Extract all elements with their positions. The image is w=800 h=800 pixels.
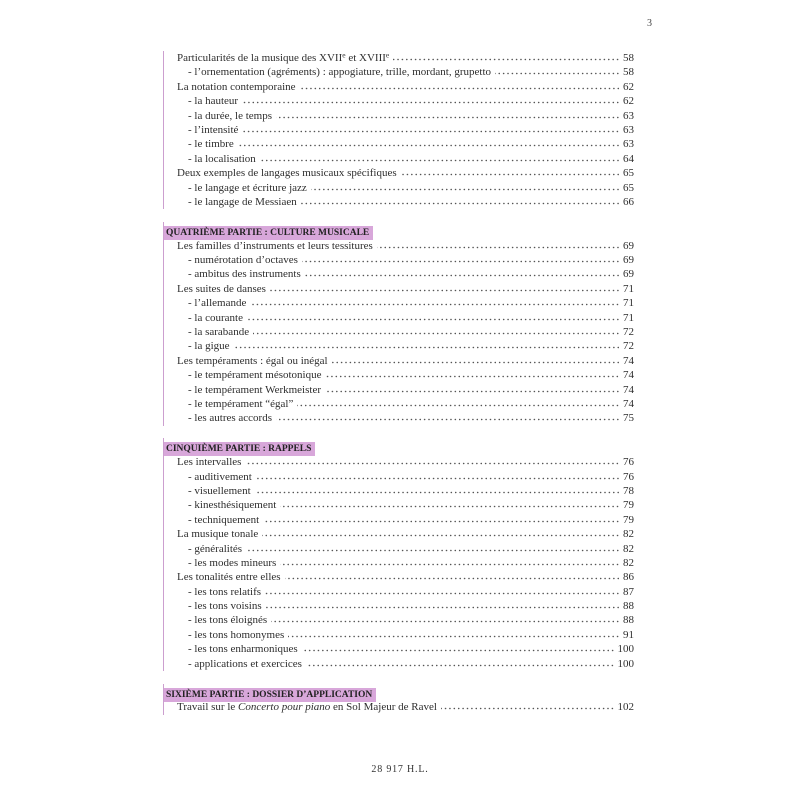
entry-label: - les modes mineurs — [188, 556, 277, 569]
dot-leader — [276, 418, 620, 421]
entry-label: Les suites de danses — [177, 282, 266, 295]
entry-label: Les tempéraments : égal ou inégal — [177, 354, 328, 367]
dot-leader — [271, 620, 620, 623]
entry-page-number: 58 — [623, 52, 634, 64]
entry-label: La musique tonale — [177, 528, 259, 541]
entry-page-number: 88 — [623, 600, 634, 613]
toc-section — [163, 51, 634, 209]
entry-label: - les tons enharmoniques — [188, 643, 298, 656]
part-header — [164, 684, 634, 698]
entry-page-number: 71 — [623, 297, 634, 310]
entry-page-number: 87 — [623, 585, 634, 598]
dot-leader — [234, 346, 620, 349]
toc-subentry — [164, 383, 634, 397]
label-text: Travail sur le — [177, 701, 239, 714]
entry-page-number: 63 — [623, 123, 634, 136]
entry-label: - la gigue — [188, 340, 230, 353]
toc-subentry — [164, 296, 634, 310]
toc-subentry — [164, 123, 634, 137]
entry-label: - ambitus des instruments — [188, 268, 301, 281]
label-text: et XVIII — [345, 52, 386, 64]
toc-subentry — [164, 542, 634, 556]
toc-entry — [164, 570, 634, 584]
entry-label — [177, 700, 437, 714]
entry-page-number: 74 — [623, 369, 634, 382]
dot-leader — [301, 202, 620, 205]
entry-label: - visuellement — [188, 484, 251, 497]
toc-entry — [164, 239, 634, 253]
entry-page-number: 71 — [623, 282, 634, 295]
part-header — [164, 438, 634, 455]
entry-label: - la courante — [188, 311, 243, 324]
superscript: e — [342, 50, 346, 60]
entry-label: - numérotation d’octaves — [188, 254, 298, 267]
toc-subentry — [164, 498, 634, 512]
entry-page-number: 75 — [623, 412, 634, 425]
toc-subentry — [164, 599, 634, 613]
entry-label: Les intervalles — [177, 456, 242, 469]
entry-label: - le langage et écriture jazz — [188, 181, 307, 194]
toc-subentry — [164, 470, 634, 484]
entry-label: - kinesthésiquement — [188, 499, 277, 512]
dot-leader — [247, 318, 620, 321]
dot-leader — [288, 635, 620, 638]
toc-subentry — [164, 181, 634, 195]
toc-entry — [164, 527, 634, 541]
toc-subentry — [164, 642, 634, 656]
entry-label — [177, 51, 389, 65]
entry-page-number: 78 — [623, 484, 634, 497]
toc-subentry — [164, 137, 634, 151]
entry-label: - auditivement — [188, 470, 252, 483]
dot-leader — [280, 563, 620, 566]
entry-page-number: 72 — [623, 340, 634, 353]
dot-leader — [325, 390, 620, 393]
entry-label: - les tons voisins — [188, 600, 262, 613]
toc-subentry — [164, 109, 634, 123]
dot-leader — [300, 87, 620, 90]
entry-page-number: 76 — [623, 456, 634, 469]
toc-section — [163, 222, 634, 426]
toc-subentry — [164, 513, 634, 527]
entry-label: - la hauteur — [188, 95, 239, 108]
toc-subentry — [164, 195, 634, 209]
entry-label: - l’ornementation (agréments) : appogiature, trille, mordant, grupetto — [188, 66, 492, 79]
entry-label: - le tempérament mésotonique — [188, 369, 322, 382]
dot-leader — [285, 577, 620, 580]
entry-label: - les tons homonymes — [188, 628, 285, 641]
entry-page-number: 91 — [623, 628, 634, 641]
dot-leader — [270, 289, 620, 292]
dot-leader — [305, 274, 620, 277]
dot-leader — [393, 58, 620, 61]
entry-page-number: 86 — [623, 571, 634, 584]
part-title: CINQUIÈME PARTIE : RAPPELS — [164, 442, 315, 456]
toc-subentry — [164, 253, 634, 267]
dot-leader — [238, 144, 620, 147]
entry-label: - applications et exercices — [188, 657, 302, 670]
italic-title: Concerto pour piano — [238, 701, 331, 714]
dot-leader — [265, 592, 620, 595]
entry-page-number: 71 — [623, 311, 634, 324]
toc-entry — [164, 282, 634, 296]
toc-subentry — [164, 267, 634, 281]
toc-entry — [164, 166, 634, 180]
entry-label: - les autres accords — [188, 412, 272, 425]
entry-page-number: 74 — [623, 354, 634, 367]
dot-leader — [495, 72, 620, 75]
toc-subentry — [164, 657, 634, 671]
entry-page-number: 69 — [623, 239, 634, 252]
part-header — [164, 222, 634, 236]
dot-leader — [377, 246, 620, 249]
toc-subentry — [164, 339, 634, 353]
entry-label: - la sarabande — [188, 326, 250, 339]
entry-label: - le tempérament Werkmeister — [188, 383, 321, 396]
entry-page-number: 69 — [623, 268, 634, 281]
toc-section — [163, 438, 634, 671]
dot-leader — [441, 707, 615, 710]
toc-subentry — [164, 65, 634, 79]
dot-leader — [302, 649, 615, 652]
toc-subentry — [164, 94, 634, 108]
label-text: en Sol Majeur de Ravel — [330, 701, 437, 714]
entry-page-number: 79 — [623, 499, 634, 512]
toc-subentry — [164, 628, 634, 642]
dot-leader — [306, 664, 615, 667]
entry-page-number: 88 — [623, 614, 634, 627]
dot-leader — [242, 101, 620, 104]
entry-label: - l’intensité — [188, 123, 239, 136]
entry-page-number: 102 — [617, 701, 634, 714]
toc-subentry — [164, 397, 634, 411]
toc-subentry — [164, 556, 634, 570]
dot-leader — [325, 375, 620, 378]
entry-page-number: 66 — [623, 195, 634, 208]
entry-label: - le langage de Messiaen — [188, 195, 297, 208]
dot-leader — [401, 173, 620, 176]
toc-section — [163, 684, 634, 715]
toc-entry — [164, 455, 634, 469]
toc-subentry — [164, 152, 634, 166]
toc-entry — [164, 354, 634, 368]
entry-page-number: 62 — [623, 80, 634, 93]
toc-subentry — [164, 325, 634, 339]
dot-leader — [246, 549, 620, 552]
entry-page-number: 100 — [617, 657, 634, 670]
entry-label: - la localisation — [188, 152, 256, 165]
entry-page-number: 76 — [623, 470, 634, 483]
dot-leader — [255, 491, 620, 494]
entry-page-number: 82 — [623, 542, 634, 555]
toc-entry — [164, 700, 634, 714]
entry-label: La notation contemporaine — [177, 80, 296, 93]
dot-leader — [280, 505, 620, 508]
dot-leader — [260, 159, 620, 162]
part-title: SIXIÈME PARTIE : DOSSIER D’APPLICATION — [164, 688, 376, 702]
page-footer-reference: 28 917 H.L. — [371, 764, 429, 775]
entry-page-number: 65 — [623, 181, 634, 194]
toc-subentry — [164, 585, 634, 599]
dot-leader — [263, 520, 620, 523]
table-of-contents — [163, 51, 634, 715]
label-text: Particularités de la musique des XVII — [177, 52, 343, 64]
entry-label: - généralités — [188, 542, 243, 555]
entry-page-number: 100 — [617, 643, 634, 656]
entry-page-number: 64 — [623, 152, 634, 165]
entry-page-number: 82 — [623, 528, 634, 541]
toc-entry — [164, 80, 634, 94]
entry-label: - les tons éloignés — [188, 614, 268, 627]
entry-page-number: 82 — [623, 556, 634, 569]
entry-page-number: 69 — [623, 254, 634, 267]
dot-leader — [262, 534, 620, 537]
entry-label: - le timbre — [188, 138, 234, 151]
dot-leader — [256, 477, 620, 480]
toc-subentry — [164, 484, 634, 498]
entry-page-number: 72 — [623, 326, 634, 339]
entry-page-number: 74 — [623, 383, 634, 396]
dot-leader — [332, 361, 620, 364]
entry-page-number: 74 — [623, 397, 634, 410]
entry-label: Les familles d’instruments et leurs tessitures — [177, 239, 373, 252]
page-number: 3 — [647, 18, 652, 29]
dot-leader — [245, 462, 620, 465]
entry-page-number: 79 — [623, 513, 634, 526]
entry-label: - la durée, le temps — [188, 109, 272, 122]
dot-leader — [302, 260, 620, 263]
superscript: e — [385, 50, 390, 60]
entry-label: - les tons relatifs — [188, 585, 262, 598]
toc-subentry — [164, 613, 634, 627]
toc-subentry — [164, 311, 634, 325]
toc-subentry — [164, 368, 634, 382]
entry-label: Deux exemples de langages musicaux spécifiques — [177, 167, 397, 180]
toc-entry — [164, 51, 634, 65]
dot-leader — [253, 332, 620, 335]
dot-leader — [276, 116, 620, 119]
toc-subentry — [164, 411, 634, 425]
dot-leader — [242, 130, 620, 133]
entry-page-number: 63 — [623, 109, 634, 122]
part-title: QUATRIÈME PARTIE : CULTURE MUSICALE — [164, 226, 373, 240]
entry-label: - techniquement — [188, 513, 260, 526]
dot-leader — [311, 188, 620, 191]
dot-leader — [266, 606, 620, 609]
entry-page-number: 58 — [623, 66, 634, 79]
entry-page-number: 65 — [623, 167, 634, 180]
entry-page-number: 62 — [623, 95, 634, 108]
entry-label: - le tempérament “égal” — [188, 397, 294, 410]
entry-label: Les tonalités entre elles — [177, 571, 281, 584]
entry-page-number: 63 — [623, 138, 634, 151]
entry-label: - l’allemande — [188, 297, 247, 310]
dot-leader — [250, 303, 620, 306]
dot-leader — [297, 404, 620, 407]
